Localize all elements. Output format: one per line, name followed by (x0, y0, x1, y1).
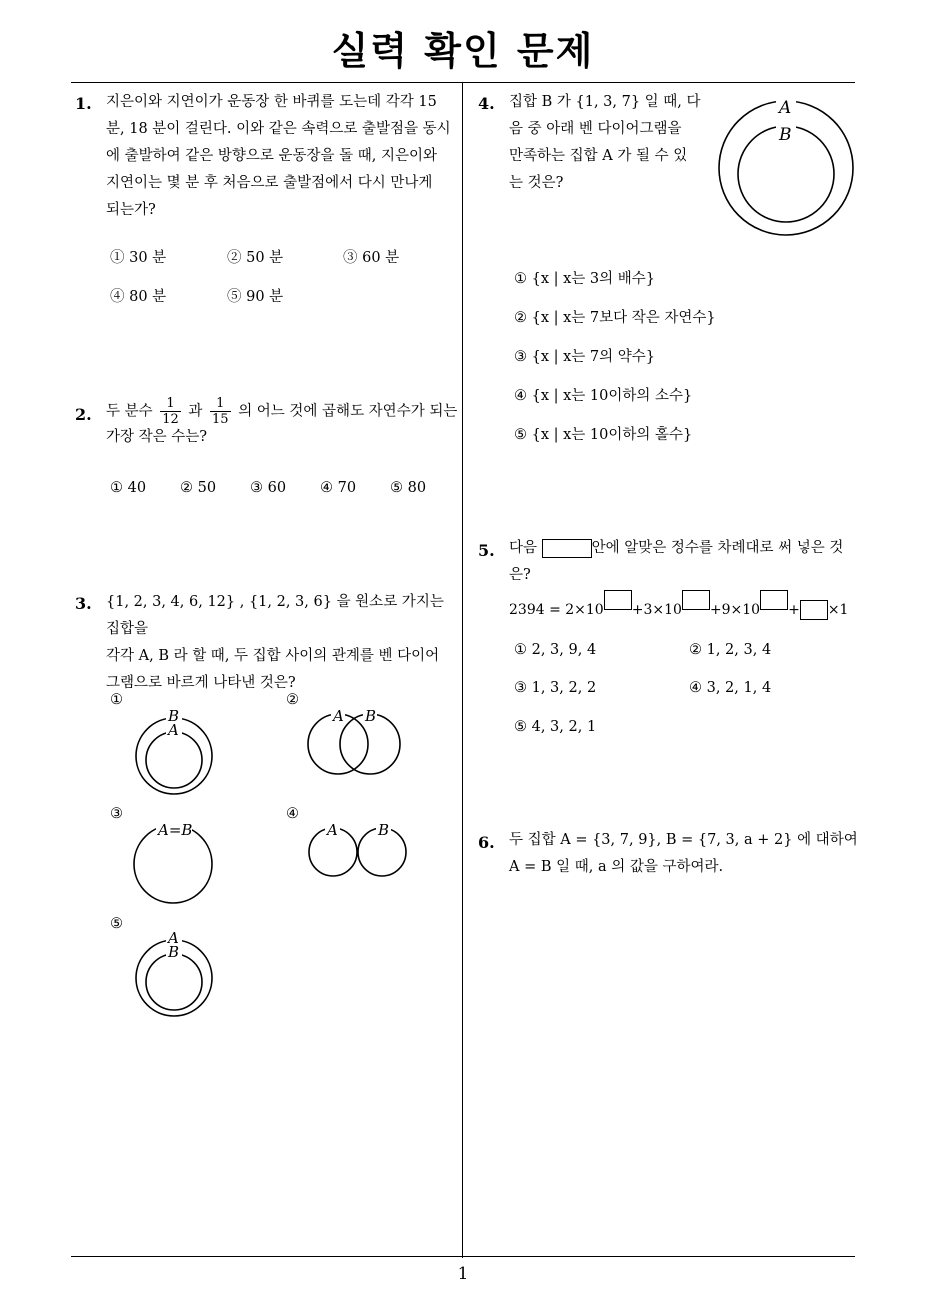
venn-inner-circle (146, 732, 202, 788)
q2-frac1-num: 1 (160, 396, 181, 412)
q3-venn-option-4 (309, 821, 406, 876)
q4-line: 만족하는 집합 A 가 될 수 있 (509, 148, 688, 164)
q1-line: 분, 18 분이 걸린다. 이와 같은 속력으로 출발점을 동시 (106, 121, 451, 137)
q1-line: 지연이는 몇 분 후 처음으로 출발점에서 다시 만나게 (106, 175, 433, 191)
q5-option-5[interactable]: ⑤ 4, 3, 2, 1 (514, 719, 597, 735)
venn-label: A (327, 821, 338, 839)
q1-line: 지은이와 지연이가 운동장 한 바퀴를 도는데 각각 15 (106, 94, 437, 110)
q5-eq-start: 2394 = 2×10 (509, 602, 604, 618)
q3-option-1[interactable]: ① (110, 692, 123, 708)
q5-coefficient-box[interactable] (800, 600, 828, 620)
q4-line: 집합 B 가 {1, 3, 7} 일 때, 다 (509, 94, 701, 110)
q5-option-2[interactable]: ② 1, 2, 3, 4 (689, 642, 772, 658)
q1-option-1[interactable]: ① 30 분 (110, 250, 167, 266)
q3-line: {1, 2, 3, 4, 6, 12} , {1, 2, 3, 6} 을 원소로 가지는 집합을 (106, 594, 444, 637)
q3-option-3[interactable]: ③ (110, 806, 123, 822)
q1-option-4[interactable]: ④ 80 분 (110, 289, 167, 305)
q4-line: 는 것은? (509, 175, 564, 191)
q5-option-1[interactable]: ① 2, 3, 9, 4 (514, 642, 597, 658)
q5-line2: 은? (509, 567, 531, 583)
q4-option-4[interactable]: ④ {x | x는 10이하의 소수} (514, 388, 693, 404)
q4-option-2[interactable]: ② {x | x는 7보다 작은 자연수} (514, 310, 716, 326)
q2-number: 2. (75, 405, 92, 424)
q2-frac2-num: 1 (210, 396, 231, 412)
q4-option-1[interactable]: ① {x | x는 3의 배수} (514, 271, 655, 287)
page-title: 실력 확인 문제 (331, 29, 595, 73)
q2-option-3[interactable]: ③ 60 (250, 480, 287, 496)
venn-label: B (779, 125, 792, 145)
q3-venn-option-5 (136, 929, 212, 1016)
q5-eq-p3: + (788, 602, 800, 618)
q5-eq-end: ×1 (827, 602, 849, 618)
q5-line1-b: 안에 알맞은 정수를 차례대로 써 넣은 것 (591, 540, 844, 556)
venn-label: A (168, 929, 179, 947)
q5-option-4[interactable]: ④ 3, 2, 1, 4 (689, 680, 772, 696)
q6-text (509, 827, 861, 881)
q5-exponent-box-2[interactable] (682, 590, 710, 610)
q4-option-3[interactable]: ③ {x | x는 7의 약수} (514, 349, 655, 365)
page-number: 1 (457, 1264, 469, 1284)
q3-option-4[interactable]: ④ (286, 806, 299, 822)
q4-line: 음 중 아래 벤 다이어그램을 (509, 121, 682, 137)
q5-blank-box (542, 539, 592, 558)
q5-option-3[interactable]: ③ 1, 3, 2, 2 (514, 680, 597, 696)
q5-number: 5. (478, 541, 495, 560)
q5-exponent-box-1[interactable] (604, 590, 632, 610)
q6-line2: A = B 일 때, a 의 값을 구하여라. (509, 859, 724, 875)
q4-venn-diagram (719, 97, 853, 235)
q5-eq-p1: +3×10 (631, 602, 682, 618)
q3-number: 3. (75, 594, 92, 613)
venn-label: A (333, 707, 344, 725)
q5-text (509, 535, 859, 589)
venn-label: A (779, 98, 792, 118)
q5-equation (509, 590, 848, 620)
q1-line: 에 출발하여 같은 방향으로 운동장을 돌 때, 지은이와 (106, 148, 438, 164)
q2-frac2-den: 15 (212, 412, 229, 427)
q6-number: 6. (478, 833, 495, 852)
q2-option-1[interactable]: ① 40 (110, 480, 147, 496)
q1-number: 1. (75, 94, 92, 113)
venn-label: B (378, 821, 390, 839)
q4-option-5[interactable]: ⑤ {x | x는 10이하의 홀수} (514, 427, 693, 443)
q2-option-2[interactable]: ② 50 (180, 480, 217, 496)
q2-mid: 과 (188, 403, 203, 420)
venn-label: B (168, 707, 180, 725)
q1-option-5[interactable]: ⑤ 90 분 (227, 289, 284, 305)
q3-line: 각각 A, B 라 할 때, 두 집합 사이의 관계를 벤 다이어 (106, 648, 440, 664)
q3-option-5[interactable]: ⑤ (110, 916, 123, 932)
q4-text (509, 89, 709, 197)
q5-eq-p2: +9×10 (709, 602, 761, 618)
q4-number: 4. (478, 94, 495, 113)
q2-option-5[interactable]: ⑤ 80 (390, 480, 427, 496)
q6-line1: 두 집합 A = {3, 7, 9}, B = {7, 3, a + 2} 에 대하여 (509, 832, 858, 848)
q1-option-3[interactable]: ③ 60 분 (343, 250, 400, 266)
q2-option-4[interactable]: ④ 70 (320, 480, 357, 496)
q3-venn-option-2 (308, 707, 400, 774)
q3-line: 그램으로 바르게 나타낸 것은? (106, 675, 296, 691)
q3-venn-option-1 (136, 707, 212, 794)
q5-exponent-box-3[interactable] (760, 590, 788, 610)
q3-venn-option-3 (134, 821, 212, 903)
venn-inner-circle (146, 954, 202, 1010)
q2-line2: 가장 작은 수는? (106, 429, 208, 445)
venn-label: B (168, 943, 180, 961)
q3-option-2[interactable]: ② (286, 692, 299, 708)
q1-line: 되는가? (106, 202, 156, 218)
venn-label: A=B (158, 821, 193, 839)
q2-frac1-den: 12 (162, 412, 179, 427)
q5-line1-a: 다음 (509, 540, 538, 556)
q1-option-2[interactable]: ② 50 분 (227, 250, 284, 266)
venn-label: A (168, 721, 179, 739)
venn-label: B (365, 707, 377, 725)
q2-suffix: 의 어느 것에 곱해도 자연수가 되는 (238, 403, 458, 420)
q2-prefix: 두 분수 (106, 403, 153, 420)
